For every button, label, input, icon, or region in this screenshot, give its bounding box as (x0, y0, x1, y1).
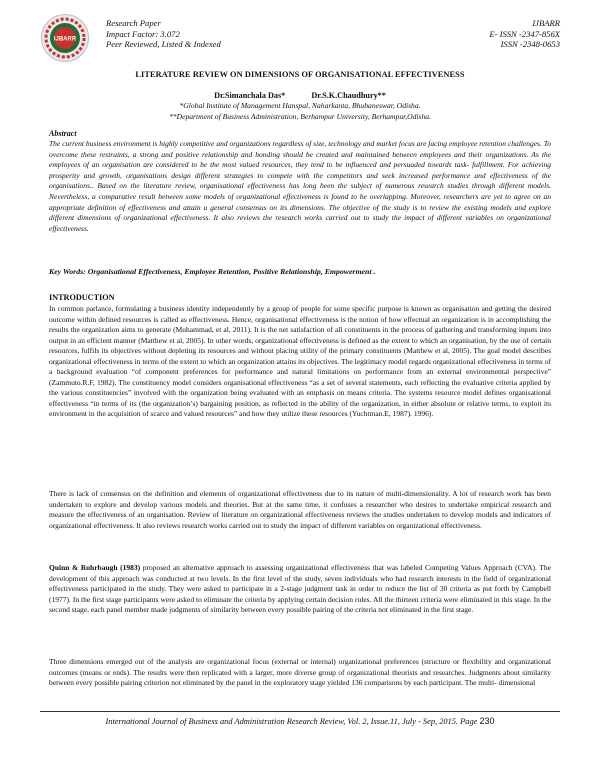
footer (40, 716, 560, 726)
journal-logo-text: IJBARR (53, 36, 77, 43)
intro-paragraph-3-text: proposed an alternative approach to assessing organizational effectiveness that was labeled Competing Values Approach (CVA). The development of this approach was conducted at two levels. In the first level of the study, seven individuals who had research interests in the field of organizational effectiveness participated in the study. They were asked to participate in a 2-stage judgment task in order to reduce the list of 30 criteria as put forth by Campbell (1977). In the first stage participants were asked to eliminate the criteria by applying certain decision rules. All the thirteen criteria were eliminated in this stage. In the second stage, each panel member made judgments of similarity between every possible pairing of the criteria not eliminated in the first stage. (49, 563, 552, 615)
issn: ISSN -2348-0653 (500, 39, 560, 50)
abstract-text: The current business environment is highly competitive and organizations regardless of size, technology and market focus are facing employee retention challenges. To overcome these restraints, a strong and positive relationship and bonding should be created and maintained between employees and their organizations. As the employees of an organisation are considered to be the most valued resources, they tend to be influenced and persuaded towards task- fulfillment. For achieving prosperity and growth, organisations design different strategies to compete with the competitors and seek increased performance and effectiveness of the organisations.. Based on the literature review, organisational effectiveness has long been the subject of numerous research studies through different models. Nevertheless, a comparative result between some models of organizational effectiveness is found to be overlapping. Moreover, researchers are yet to agree on an appropriate definition of effectiveness and attain a general consensus on its dimensions. The objective of the study is to review the existing models and explore different dimensions of organizational effectiveness. It also reviews the research works carried out to study the impact of different variables on organizational effectiveness. (49, 139, 551, 233)
citation-lead: Quinn & Rohrbaugh (1983) (49, 563, 141, 572)
impact-factor: Impact Factor: 3.072 (106, 28, 180, 39)
page-number: 230 (479, 716, 495, 726)
paper-type: Research Paper (106, 18, 161, 28)
affiliation-1: *Global Institute of Management Hanspal, Naharkanta, Bhubaneswar, Odisha. (179, 101, 421, 110)
paper-title: LITERATURE REVIEW ON DIMENSIONS OF ORGANISATIONAL EFFECTIVENESS (135, 70, 465, 79)
author-2: Dr.S.K.Chaudhury** (311, 91, 386, 100)
introduction-heading: INTRODUCTION (49, 293, 115, 302)
header-right (489, 18, 560, 50)
intro-paragraph-1: In common parlance, formulating a business identity independently by a group of people for some specific purpose is known as organisation and getting the desired outcome within defined resources is called as effectiveness. Hence, organisational effectiveness is the notion of how effectual an organization is in accomplishing the results the organization aims to generate (Muhammad, et al, 2011). It is the net satisfaction of all constituents in the process of gathering and transforming inputs into output in an efficient manner (Matthew et al, 2005). In other words, organizational effectiveness is defined as the extent to which an organisation, by the use of certain resources, fulfils its objectives without depleting its resources and without placing utility of the primary constituents (Matthew et al, 2005). The goal model describes organizational effectiveness in terms of the extent to which an organization attains its objectives. The legitimacy model regards organizational effectiveness in terms of a background evaluation “of component preferences for performance and natural limitations on performance from an external environmental perspective” (Zammuto.R.F, 1982). The constituency model considers organisational effectiveness “as a set of several statements, each reflecting the evaluative criteria applied by the various constituencies” involved with the organization being evaluated with an emphasis on means criteria. The systems resource model defines organisational effectiveness “in terms of its (the organization’s) bargaining position, as reflected in the ability of the organization, in either absolute or relative terms, to exploit its environment in the acquisition of scarce and valued resources” and how they utilize these resources (Yuchtman.E, 1987). 1996). (49, 304, 551, 419)
journal-logo (40, 13, 90, 63)
affiliation-2: **Department of Business Administration, Berhampur University, Berhampur,Odisha. (169, 112, 431, 121)
abstract-heading: Abstract (49, 129, 77, 138)
e-issn: E- ISSN -2347-856X (489, 28, 560, 39)
authors (40, 91, 560, 100)
intro-paragraph-2: There is lack of consensus on the definition and elements of organizational effectiveness due to its nature of multi-dimensionality. A lot of research work has been undertaken to explore and develop various models and theories. But at the same time, it confuses a researcher who desires to undertake empirical research and measure the effectiveness of an organisation. Review of literature on organizational effectiveness reviews the studies undertaken to develop models and indicators of organizational effectiveness. It also reviews research works carried out to study the impact of different variables on organizational effectiveness. (49, 489, 551, 530)
author-1: Dr.Simanchala Das* (214, 91, 286, 100)
header-left (106, 18, 221, 50)
intro-paragraph-3 (49, 563, 551, 616)
review-status: Peer Reviewed, Listed & Indexed (106, 39, 221, 50)
intro-paragraph-4: Three dimensions emerged out of the analysis are organizational focus (external or internal) organizational preferences (structure or flexibility and organizational outcomes (means or ends). The results were then replicated with a larger, more diverse group of organizational theorists and researches. Judgments about similarity between every possible pairing criterion not eliminated by the panel in the exploratory stage yielded 136 comparisons by each participant. The multi- dimensional (49, 657, 551, 688)
keywords: Key Words: Organisational Effectiveness, Employee Retention, Positive Relationship, Empowerment . (49, 267, 376, 276)
footer-citation: International Journal of Business and Administration Research Review, Vol. 2, Issue.11, July - Sep, 2015. Page (105, 717, 478, 726)
footer-rule (40, 711, 560, 712)
journal-abbrev: IJBARR (532, 18, 560, 28)
